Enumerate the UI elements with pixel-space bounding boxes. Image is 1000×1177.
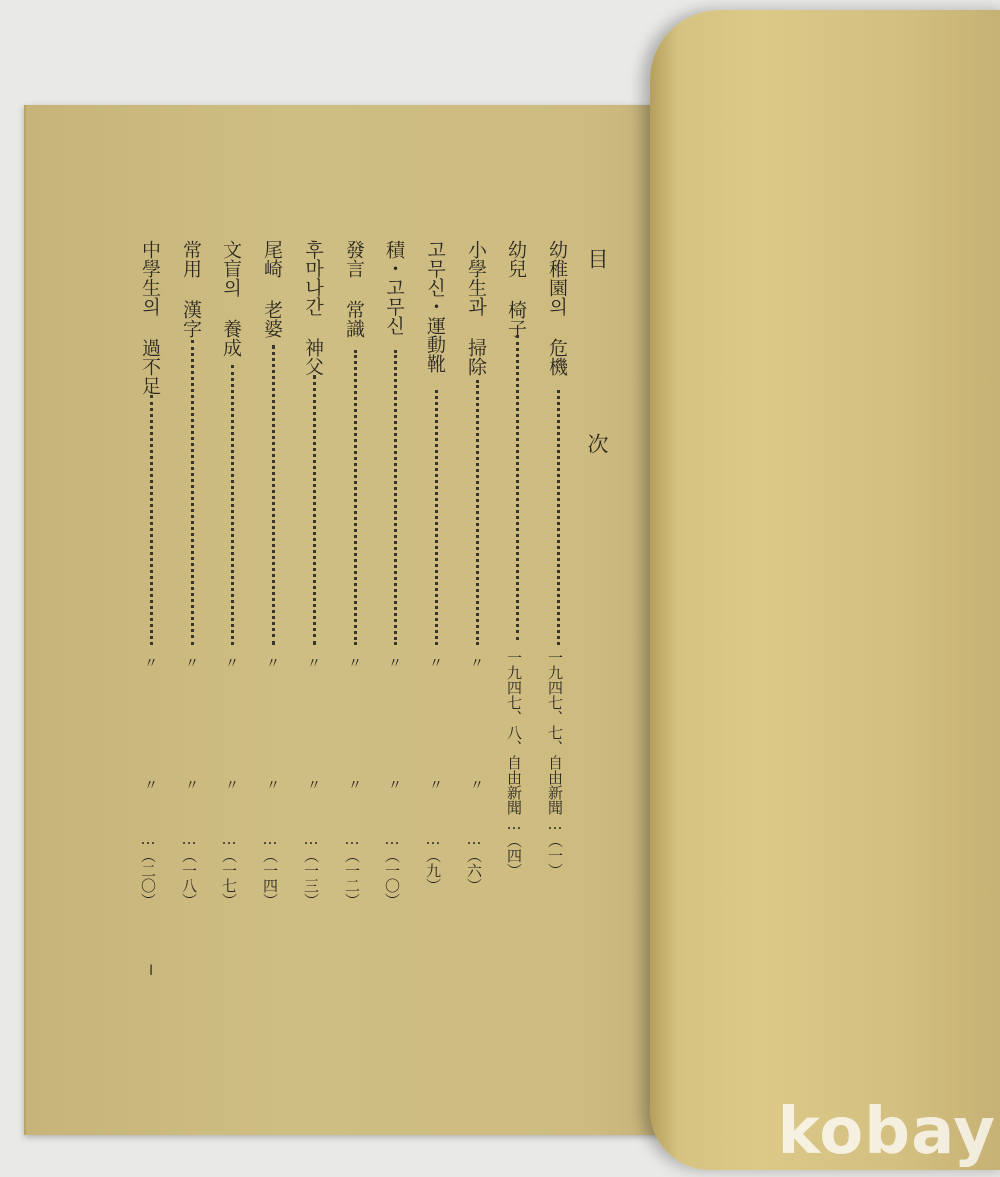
ditto-mark: 〃 (388, 778, 402, 794)
ditto-mark: 〃 (429, 778, 443, 794)
ditto-mark: 〃 (266, 778, 280, 794)
toc-entry-title: 幼稚園의 危機 (546, 240, 568, 376)
ditto-mark: 〃 (185, 656, 199, 672)
ditto-mark: 〃 (144, 656, 158, 672)
toc-leader (354, 350, 357, 645)
ditto-mark: 〃 (348, 778, 362, 794)
toc-leader (394, 350, 397, 645)
ditto-mark: 〃 (225, 778, 239, 794)
toc-leader (150, 395, 153, 645)
ditto-mark: 〃 (225, 656, 239, 672)
toc-leader (313, 375, 316, 645)
toc-entry-title: 積・고무신 (383, 240, 405, 335)
toc-entry-title: 文盲의 養成 (220, 240, 242, 357)
toc-entry-page: …（一二） (343, 830, 361, 908)
toc-entry-page: …（一〇） (383, 830, 401, 908)
toc-leader (516, 335, 519, 640)
toc-entry-title: 常用 漢字 (180, 240, 202, 338)
watermark-logo: kobay (777, 1095, 996, 1169)
book-page-right-curl (650, 10, 1000, 1170)
toc-entry-ref: 一九四七、七、自由新聞…（一） (546, 650, 564, 878)
toc-entry-page: …（一七） (220, 830, 238, 908)
book-page-left (24, 105, 686, 1135)
toc-title: 目 次 (585, 248, 609, 524)
toc-entry-page: …（一四） (261, 830, 279, 908)
ditto-mark: 〃 (388, 656, 402, 672)
toc-entry-page: …（二〇） (139, 830, 157, 908)
toc-leader (435, 390, 438, 645)
ditto-mark: 〃 (307, 656, 321, 672)
ditto-mark: 〃 (429, 656, 443, 672)
ditto-mark: 〃 (144, 778, 158, 794)
toc-entry-page: …（六） (465, 830, 483, 893)
page-number: I (149, 963, 154, 979)
toc-entry-title: 후마나간 神父 (302, 240, 324, 376)
toc-leader (191, 340, 194, 645)
toc-entry-title: 幼兒 椅子 (505, 240, 527, 338)
ditto-mark: 〃 (470, 778, 484, 794)
ditto-mark: 〃 (470, 656, 484, 672)
toc-entry-ref: 一九四七、八、自由新聞…（四） (505, 650, 523, 878)
toc-entry-title: 小學生과 掃除 (465, 240, 487, 376)
toc-entry-page: …（九） (424, 830, 442, 893)
toc-leader (272, 345, 275, 645)
ditto-mark: 〃 (348, 656, 362, 672)
ditto-mark: 〃 (266, 656, 280, 672)
ditto-mark: 〃 (307, 778, 321, 794)
toc-entry-page: …（一八） (180, 830, 198, 908)
ditto-mark: 〃 (185, 778, 199, 794)
toc-entry-title: 中學生의 過不足 (139, 240, 161, 395)
toc-leader (557, 390, 560, 645)
toc-entry-title: 發言 常識 (343, 240, 365, 338)
toc-entry-title: 고무신・運動靴 (424, 240, 446, 373)
toc-leader (476, 380, 479, 645)
toc-leader (231, 365, 234, 645)
toc-entry-page: …（一三） (302, 830, 320, 908)
toc-entry-title: 尾崎 老婆 (261, 240, 283, 338)
